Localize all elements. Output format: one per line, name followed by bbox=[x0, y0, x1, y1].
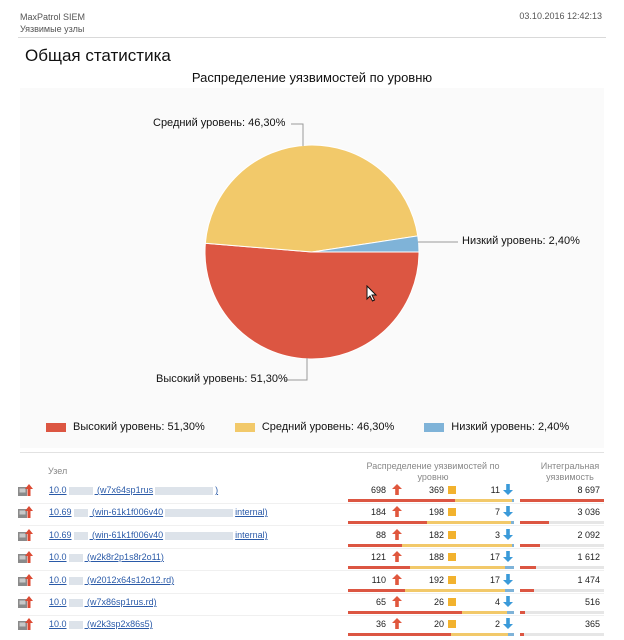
host-name: (win-61k1f006v40 bbox=[92, 507, 164, 517]
redacted-block bbox=[165, 509, 233, 517]
medium-count: 20 bbox=[433, 619, 444, 629]
medium-count: 182 bbox=[428, 530, 444, 540]
integral-bar bbox=[520, 521, 604, 524]
distribution-bar-medium bbox=[402, 544, 513, 547]
distribution-bar bbox=[348, 589, 514, 592]
medium-square-icon bbox=[448, 620, 456, 628]
integral-bar bbox=[520, 566, 604, 569]
arrow-down-icon bbox=[503, 596, 513, 607]
table-top-divider bbox=[20, 452, 604, 453]
redacted-block bbox=[165, 532, 233, 540]
arrow-down-icon bbox=[503, 574, 513, 585]
integral-value: 2 092 bbox=[577, 530, 600, 540]
legend-label-high: Высокий уровень: 51,30% bbox=[73, 421, 205, 433]
integral-value: 1 612 bbox=[577, 552, 600, 562]
chart-legend bbox=[46, 421, 599, 433]
distribution-bar-low bbox=[505, 566, 514, 569]
high-count: 698 bbox=[370, 485, 386, 495]
high-count: 110 bbox=[371, 575, 386, 585]
report-subtitle: Уязвимые узлы bbox=[20, 24, 85, 34]
legend-label-low: Низкий уровень: 2,40% bbox=[451, 421, 570, 433]
integral-bar-fill bbox=[520, 633, 524, 636]
table-row[interactable] bbox=[14, 549, 610, 571]
distribution-bar-low bbox=[512, 499, 514, 502]
pie-slice-high[interactable] bbox=[205, 243, 419, 359]
high-count: 121 bbox=[370, 552, 386, 562]
host-address: 10.0 bbox=[49, 552, 67, 562]
legend-swatch-low bbox=[424, 423, 444, 432]
host-name: (w7x64sp1rus bbox=[97, 485, 154, 495]
host-address: 10.0 bbox=[49, 597, 67, 607]
low-count: 17 bbox=[489, 575, 500, 585]
page-title: Общая статистика bbox=[25, 46, 171, 65]
medium-square-icon bbox=[448, 508, 456, 516]
redacted-block bbox=[155, 487, 213, 495]
table-row[interactable] bbox=[14, 616, 610, 638]
integral-bar bbox=[520, 611, 604, 614]
low-count: 17 bbox=[489, 552, 500, 562]
distribution-bar bbox=[348, 521, 514, 524]
integral-bar bbox=[520, 589, 604, 592]
arrow-down-icon bbox=[503, 551, 513, 562]
distribution-bar-high bbox=[348, 566, 410, 569]
row-divider bbox=[20, 570, 604, 571]
host-link[interactable] bbox=[49, 530, 268, 540]
medium-square-icon bbox=[448, 553, 456, 561]
host-address: 10.69 bbox=[49, 530, 72, 540]
host-link[interactable] bbox=[49, 575, 174, 585]
host-vuln-icon bbox=[18, 573, 34, 587]
host-vuln-icon bbox=[18, 505, 34, 519]
redacted-block bbox=[69, 599, 83, 607]
column-header-distribution[interactable]: Распределение уязвимостей по уровню bbox=[366, 461, 500, 482]
legend-label-medium: Средний уровень: 46,30% bbox=[261, 421, 395, 433]
low-count: 7 bbox=[494, 507, 500, 517]
host-address: 10.0 bbox=[49, 619, 67, 629]
chart-title: Распределение уязвимостей по уровню bbox=[191, 70, 433, 85]
arrow-up-icon bbox=[392, 529, 402, 540]
medium-count: 369 bbox=[428, 485, 444, 495]
host-vuln-icon bbox=[18, 483, 34, 497]
distribution-bar-medium bbox=[451, 633, 508, 636]
column-header-integral[interactable]: Интегральная уязвимость bbox=[540, 461, 600, 482]
leader-line-high bbox=[285, 358, 307, 380]
distribution-bar bbox=[348, 566, 514, 569]
redacted-block bbox=[74, 509, 88, 517]
host-name: (w2k8r2p1s8r2o11) bbox=[87, 552, 164, 562]
host-link[interactable] bbox=[49, 597, 157, 607]
high-count: 65 bbox=[375, 597, 386, 607]
host-link[interactable] bbox=[49, 619, 153, 629]
pie-label-medium: Средний уровень: 46,30% bbox=[153, 117, 286, 129]
distribution-bar-high bbox=[348, 521, 427, 524]
distribution-bar-low bbox=[511, 521, 514, 524]
app-name: MaxPatrol SIEM bbox=[20, 12, 86, 22]
high-count: 36 bbox=[375, 619, 386, 629]
host-name: (w7x86sp1rus.rd) bbox=[87, 597, 157, 607]
arrow-down-icon bbox=[503, 506, 513, 517]
arrow-down-icon bbox=[503, 484, 513, 495]
host-vuln-icon bbox=[18, 617, 34, 631]
distribution-bar-high bbox=[348, 589, 405, 592]
table-row[interactable] bbox=[14, 527, 610, 549]
arrow-up-icon bbox=[392, 618, 402, 629]
host-link[interactable] bbox=[49, 552, 164, 562]
host-address: 10.69 bbox=[49, 507, 72, 517]
distribution-bar-medium bbox=[405, 589, 505, 592]
arrow-up-icon bbox=[392, 506, 402, 517]
host-name: (win-61k1f006v40 bbox=[92, 530, 164, 540]
medium-square-icon bbox=[448, 598, 456, 606]
host-name-suffix: ) bbox=[215, 485, 219, 495]
report-timestamp: 03.10.2016 12:42:13 bbox=[519, 11, 602, 21]
integral-bar bbox=[520, 544, 604, 547]
pie-label-low: Низкий уровень: 2,40% bbox=[462, 235, 580, 247]
host-vuln-icon bbox=[18, 528, 34, 542]
low-count: 3 bbox=[494, 530, 500, 540]
integral-value: 516 bbox=[584, 597, 600, 607]
distribution-bar bbox=[348, 611, 514, 614]
distribution-bar-high bbox=[348, 633, 451, 636]
distribution-bar-high bbox=[348, 544, 402, 547]
distribution-bar-low bbox=[512, 544, 514, 547]
distribution-bar-medium bbox=[410, 566, 506, 569]
column-header-host[interactable]: Узел bbox=[48, 466, 68, 476]
integral-bar bbox=[520, 633, 604, 636]
medium-count: 188 bbox=[428, 552, 444, 562]
host-link[interactable] bbox=[49, 507, 268, 517]
integral-bar-fill bbox=[520, 521, 549, 524]
redacted-block bbox=[69, 577, 83, 585]
arrow-down-icon bbox=[503, 529, 513, 540]
distribution-bar bbox=[348, 499, 514, 502]
integral-bar-fill bbox=[520, 544, 540, 547]
integral-value: 8 697 bbox=[577, 485, 600, 495]
host-link[interactable] bbox=[49, 485, 218, 495]
arrow-up-icon bbox=[392, 596, 402, 607]
distribution-bar-medium bbox=[427, 521, 511, 524]
legend-item-medium[interactable] bbox=[235, 421, 394, 433]
mouse-cursor-icon bbox=[366, 285, 378, 303]
host-name-suffix: internal) bbox=[235, 530, 268, 540]
integral-bar-fill bbox=[520, 611, 525, 614]
table-row[interactable] bbox=[14, 504, 610, 526]
legend-swatch-medium bbox=[235, 423, 255, 432]
host-vuln-icon bbox=[18, 595, 34, 609]
table-row[interactable] bbox=[14, 482, 610, 504]
medium-count: 192 bbox=[428, 575, 444, 585]
distribution-bar-high bbox=[348, 611, 462, 614]
medium-square-icon bbox=[448, 486, 456, 494]
integral-bar-fill bbox=[520, 499, 604, 502]
row-divider bbox=[20, 525, 604, 526]
high-count: 184 bbox=[370, 507, 386, 517]
host-address: 10.0 bbox=[49, 575, 67, 585]
arrow-up-icon bbox=[392, 551, 402, 562]
host-name-suffix: internal) bbox=[235, 507, 268, 517]
leader-line-medium bbox=[291, 124, 303, 146]
distribution-bar-high bbox=[348, 499, 455, 502]
distribution-bar-low bbox=[507, 611, 514, 614]
distribution-bar-low bbox=[508, 633, 514, 636]
redacted-block bbox=[69, 621, 83, 629]
host-name: (w2k3sp2x86s5) bbox=[87, 619, 153, 629]
host-name: (w2012x64s12o12.rd) bbox=[87, 575, 175, 585]
redacted-block bbox=[74, 532, 88, 540]
low-count: 2 bbox=[494, 619, 500, 629]
table-row[interactable] bbox=[14, 594, 610, 616]
low-count: 11 bbox=[490, 485, 500, 495]
arrow-up-icon bbox=[392, 484, 402, 495]
legend-item-low[interactable] bbox=[424, 421, 569, 433]
integral-value: 365 bbox=[584, 619, 600, 629]
legend-item-high[interactable] bbox=[46, 421, 205, 433]
table-row[interactable] bbox=[14, 572, 610, 594]
pie-slice-medium[interactable] bbox=[205, 145, 417, 252]
distribution-bar-medium bbox=[455, 499, 512, 502]
medium-count: 198 bbox=[428, 507, 444, 517]
host-vuln-icon bbox=[18, 550, 34, 564]
integral-value: 1 474 bbox=[577, 575, 600, 585]
integral-value: 3 036 bbox=[577, 507, 600, 517]
medium-count: 26 bbox=[433, 597, 444, 607]
arrow-down-icon bbox=[503, 618, 513, 629]
distribution-bar-low bbox=[505, 589, 514, 592]
arrow-up-icon bbox=[392, 574, 402, 585]
low-count: 4 bbox=[494, 597, 500, 607]
integral-bar-fill bbox=[520, 589, 534, 592]
high-count: 88 bbox=[375, 530, 386, 540]
medium-square-icon bbox=[448, 576, 456, 584]
medium-square-icon bbox=[448, 531, 456, 539]
legend-swatch-high bbox=[46, 423, 66, 432]
distribution-bar bbox=[348, 544, 514, 547]
integral-bar-fill bbox=[520, 566, 536, 569]
pie-label-high: Высокий уровень: 51,30% bbox=[156, 373, 288, 385]
redacted-block bbox=[69, 554, 83, 562]
host-address: 10.0 bbox=[49, 485, 67, 495]
integral-bar bbox=[520, 499, 604, 502]
distribution-bar bbox=[348, 633, 514, 636]
redacted-block bbox=[69, 487, 93, 495]
distribution-bar-medium bbox=[462, 611, 507, 614]
